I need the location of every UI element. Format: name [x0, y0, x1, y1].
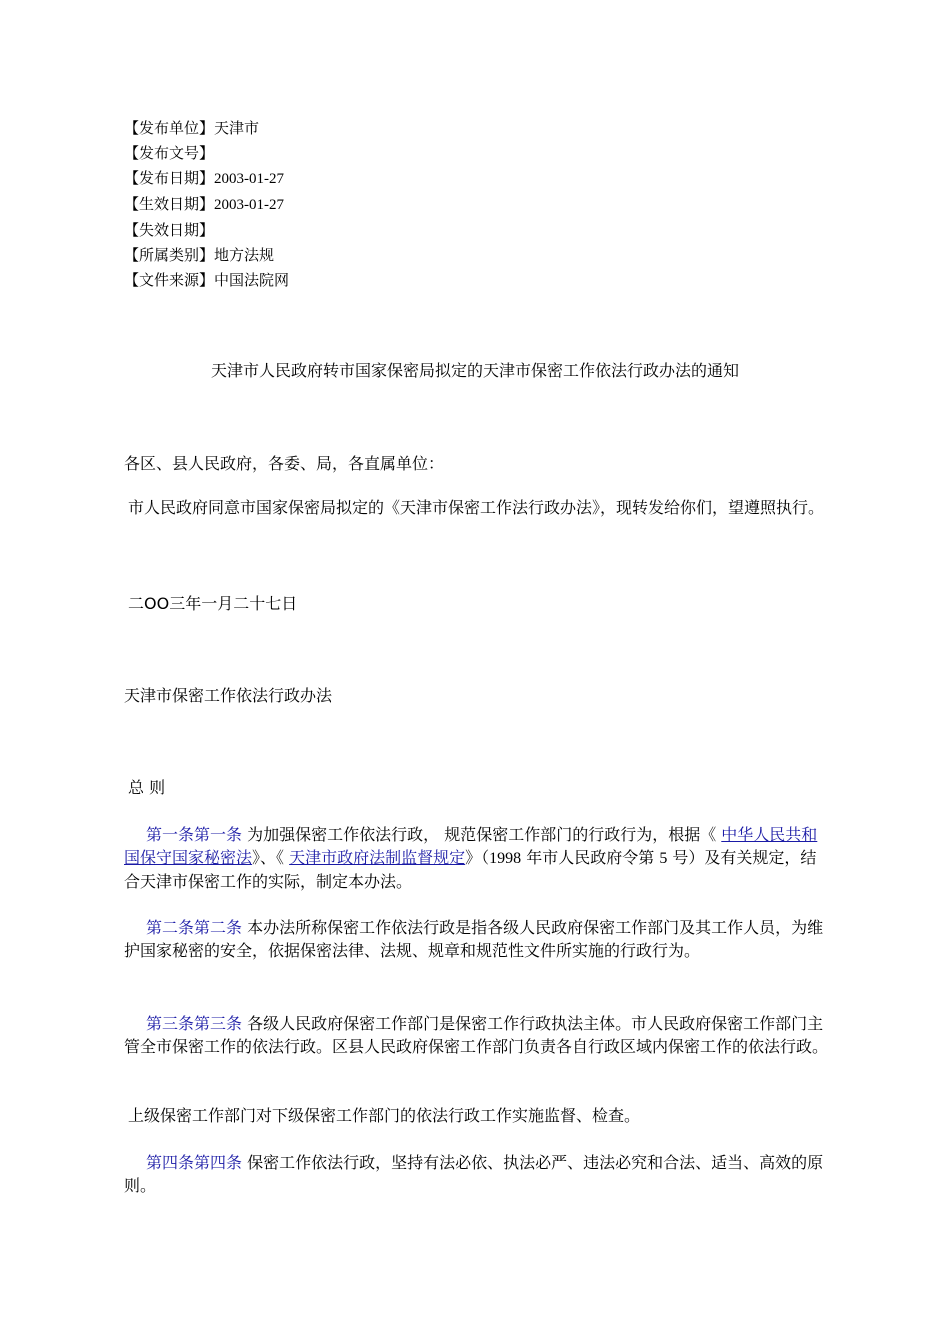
meta-source: 【文件来源】中国法院网 — [124, 271, 290, 289]
chapter-heading: 总 则 — [128, 778, 166, 797]
regulation-title: 天津市保密工作依法行政办法 — [124, 686, 333, 705]
article-1: 第一条第一条 为加强保密工作依法行政， 规范保密工作部门的行政行为，根据《 中华人民共和国保守国家秘密法》、《 天津市政府法制监督规定》（1998 年市人民政府令第 5 号）及有关规定，结合天津市保密工作的实际，制定本办法。 — [124, 825, 818, 891]
article-3-paragraph-2: 上级保密工作部门对下级保密工作部门的依法行政工作实施监督、检查。 — [128, 1106, 641, 1125]
article-4-number: 第四条第四条 — [146, 1153, 243, 1172]
meta-doc-number: 【发布文号】 — [124, 144, 215, 162]
notice-date: 二OO三年一月二十七日 — [128, 594, 298, 613]
meta-expiry-date: 【失效日期】 — [124, 221, 215, 239]
meta-category: 【所属类别】地方法规 — [124, 246, 275, 264]
metadata-block — [124, 116, 289, 293]
notice-body: 市人民政府同意市国家保密局拟定的《天津市保密工作法行政办法》，现转发给你们，望遵照执行。 — [128, 498, 825, 517]
article-1-number: 第一条第一条 — [146, 825, 243, 844]
article-3-number: 第三条第三条 — [146, 1014, 243, 1033]
law-link-state-secrets[interactable]: 中华人民共和国保守国家秘密法 — [124, 825, 818, 867]
article-3: 第三条第三条 各级人民政府保密工作部门是保密工作行政执法主体。市人民政府保密工作部门主管全市保密工作的依法行政。区县人民政府保密工作部门负责各自行政区域内保密工作的依法行政。 — [124, 1014, 829, 1056]
article-2-number: 第二条第二条 — [146, 918, 243, 937]
article-4: 第四条第四条 保密工作依法行政，坚持有法必依、执法必严、违法必究和合法、适当、高效的原则。 — [124, 1153, 824, 1195]
article-2: 第二条第二条 本办法所称保密工作依法行政是指各级人民政府保密工作部门及其工作人员，为维护国家秘密的安全，依据保密法律、法规、规章和规范性文件所实施的行政行为。 — [124, 918, 824, 960]
meta-issuer: 【发布单位】天津市 — [124, 119, 260, 137]
addressee-line: 各区、县人民政府，各委、局，各直属单位： — [124, 454, 445, 473]
meta-issue-date: 【发布日期】2003-01-27 — [124, 169, 285, 187]
law-link-legal-supervision[interactable]: 天津市政府法制监督规定 — [289, 848, 466, 867]
notice-title: 天津市人民政府转市国家保密局拟定的天津市保密工作依法行政办法的通知 — [210, 361, 739, 380]
meta-effective-date: 【生效日期】2003-01-27 — [124, 195, 285, 213]
